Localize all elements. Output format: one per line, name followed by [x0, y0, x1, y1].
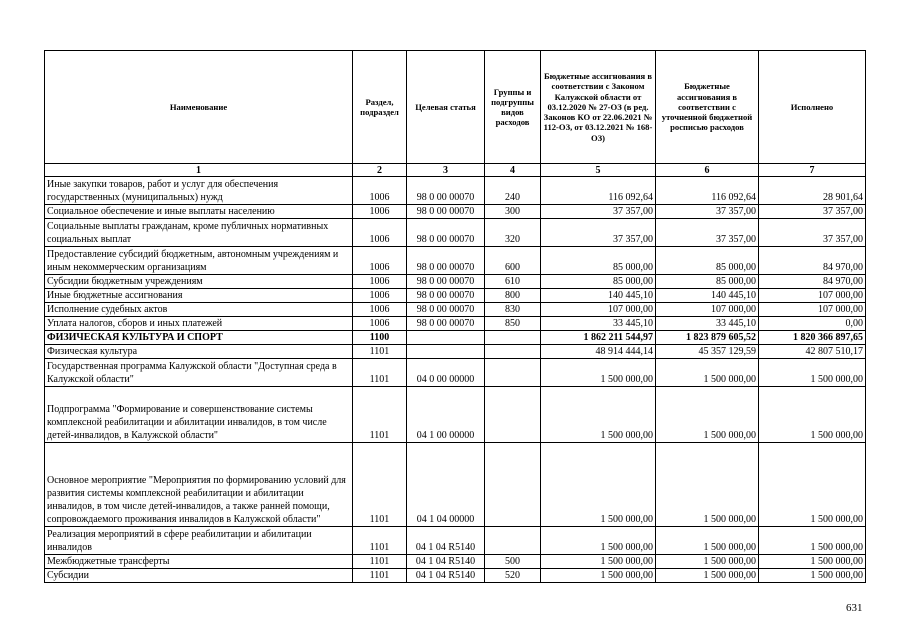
row-law-amount: 1 500 000,00: [541, 359, 656, 387]
row-target: 04 1 00 00000: [407, 387, 485, 443]
row-target: 04 1 04 R5140: [407, 555, 485, 569]
row-name: Уплата налогов, сборов и иных платежей: [45, 317, 353, 331]
row-section: 1006: [353, 289, 407, 303]
table-body: [45, 164, 866, 583]
row-target: 98 0 00 00070: [407, 275, 485, 289]
header-executed: Исполнено: [759, 51, 866, 164]
row-section: 1101: [353, 555, 407, 569]
table-row: [45, 247, 866, 275]
table-row: [45, 177, 866, 205]
row-executed-amount: 1 820 366 897,65: [759, 331, 866, 345]
row-group: 800: [485, 289, 541, 303]
table-row: [45, 555, 866, 569]
row-group: 520: [485, 569, 541, 583]
table-row: [45, 387, 866, 443]
row-law-amount: 1 500 000,00: [541, 527, 656, 555]
row-section: 1101: [353, 359, 407, 387]
row-target: 98 0 00 00070: [407, 177, 485, 205]
row-refined-amount: 140 445,10: [656, 289, 759, 303]
row-group: 850: [485, 317, 541, 331]
row-refined-amount: 116 092,64: [656, 177, 759, 205]
row-section: 1101: [353, 527, 407, 555]
row-executed-amount: 37 357,00: [759, 205, 866, 219]
row-refined-amount: 1 500 000,00: [656, 527, 759, 555]
row-law-amount: 85 000,00: [541, 247, 656, 275]
row-executed-amount: 107 000,00: [759, 289, 866, 303]
row-group: 600: [485, 247, 541, 275]
header-section: Раздел, подраздел: [353, 51, 407, 164]
table-row: [45, 289, 866, 303]
row-executed-amount: 42 807 510,17: [759, 345, 866, 359]
row-section: 1006: [353, 205, 407, 219]
row-group: [485, 345, 541, 359]
row-section: 1006: [353, 303, 407, 317]
row-name: Межбюджетные трансферты: [45, 555, 353, 569]
header-group: Группы и подгруппы видов расходов: [485, 51, 541, 164]
row-target: 98 0 00 00070: [407, 205, 485, 219]
row-executed-amount: 0,00: [759, 317, 866, 331]
row-refined-amount: 37 357,00: [656, 205, 759, 219]
row-name: ФИЗИЧЕСКАЯ КУЛЬТУРА И СПОРТ: [45, 331, 353, 345]
row-refined-amount: 37 357,00: [656, 219, 759, 247]
row-section: 1006: [353, 247, 407, 275]
row-executed-amount: 107 000,00: [759, 303, 866, 317]
row-name: Исполнение судебных актов: [45, 303, 353, 317]
row-section: 1101: [353, 443, 407, 527]
row-target: [407, 345, 485, 359]
row-executed-amount: 1 500 000,00: [759, 443, 866, 527]
row-executed-amount: 1 500 000,00: [759, 359, 866, 387]
column-number: 3: [407, 164, 485, 177]
table-row: [45, 569, 866, 583]
row-law-amount: 1 500 000,00: [541, 555, 656, 569]
table-row: [45, 205, 866, 219]
column-number: 7: [759, 164, 866, 177]
row-name: Субсидии: [45, 569, 353, 583]
row-group: 830: [485, 303, 541, 317]
table-row: [45, 345, 866, 359]
row-group: 240: [485, 177, 541, 205]
row-law-amount: 37 357,00: [541, 219, 656, 247]
row-executed-amount: 1 500 000,00: [759, 555, 866, 569]
row-section: 1101: [353, 345, 407, 359]
row-refined-amount: 85 000,00: [656, 275, 759, 289]
row-name: Основное мероприятие "Мероприятия по формированию условий для развития системы комплексной реабилитации и абилитации инвалидов, в том числе детей-инвалидов, а также ранней помощи, сопровождаемого проживания инвалидов в Калужской области": [45, 443, 353, 527]
row-group: [485, 387, 541, 443]
row-target: 04 1 04 R5140: [407, 569, 485, 583]
row-target: [407, 331, 485, 345]
page-number: 631: [846, 602, 863, 614]
row-law-amount: 1 500 000,00: [541, 387, 656, 443]
row-name: Физическая культура: [45, 345, 353, 359]
header-name: Наименование: [45, 51, 353, 164]
row-name: Подпрограмма "Формирование и совершенствование системы комплексной реабилитации и абилитации инвалидов, в том числе детей-инвалидов, в Калужской области": [45, 387, 353, 443]
row-refined-amount: 1 500 000,00: [656, 569, 759, 583]
row-group: [485, 359, 541, 387]
row-target: 98 0 00 00070: [407, 219, 485, 247]
column-number: 5: [541, 164, 656, 177]
budget-table: [44, 50, 866, 583]
row-name: Государственная программа Калужской области "Доступная среда в Калужской области": [45, 359, 353, 387]
row-section: 1101: [353, 569, 407, 583]
row-group: 500: [485, 555, 541, 569]
table-row: [45, 527, 866, 555]
column-number: 4: [485, 164, 541, 177]
table-row: [45, 317, 866, 331]
row-refined-amount: 33 445,10: [656, 317, 759, 331]
row-law-amount: 1 500 000,00: [541, 569, 656, 583]
row-law-amount: 33 445,10: [541, 317, 656, 331]
table-header: [45, 51, 866, 164]
table-row: [45, 275, 866, 289]
row-refined-amount: 1 500 000,00: [656, 387, 759, 443]
row-section: 1101: [353, 387, 407, 443]
row-refined-amount: 1 500 000,00: [656, 443, 759, 527]
table-row: [45, 443, 866, 527]
row-law-amount: 140 445,10: [541, 289, 656, 303]
row-name: Социальное обеспечение и иные выплаты населению: [45, 205, 353, 219]
table-row: [45, 331, 866, 345]
row-name: Иные закупки товаров, работ и услуг для обеспечения государственных (муниципальных) нужд: [45, 177, 353, 205]
row-target: 04 1 04 00000: [407, 443, 485, 527]
row-target: 98 0 00 00070: [407, 289, 485, 303]
table-row: [45, 359, 866, 387]
row-target: 98 0 00 00070: [407, 317, 485, 331]
row-target: 04 1 04 R5140: [407, 527, 485, 555]
row-name: Предоставление субсидий бюджетным, автономным учреждениям и иным некоммерческим организациям: [45, 247, 353, 275]
row-executed-amount: 1 500 000,00: [759, 569, 866, 583]
header-target: Целевая статья: [407, 51, 485, 164]
table-row: [45, 219, 866, 247]
row-law-amount: 1 862 211 544,97: [541, 331, 656, 345]
row-group: [485, 331, 541, 345]
header-law-assignments: Бюджетные ассигнования в соответствии с Законом Калужской области от 03.12.2020 № 27-ОЗ (в ред. Законов КО от 22.06.2021 № 112-ОЗ, от 03.12.2021 № 168-ОЗ): [541, 51, 656, 164]
row-executed-amount: 37 357,00: [759, 219, 866, 247]
row-name: Социальные выплаты гражданам, кроме публичных нормативных социальных выплат: [45, 219, 353, 247]
row-law-amount: 85 000,00: [541, 275, 656, 289]
row-law-amount: 48 914 444,14: [541, 345, 656, 359]
row-group: 610: [485, 275, 541, 289]
row-group: [485, 443, 541, 527]
row-executed-amount: 28 901,64: [759, 177, 866, 205]
row-law-amount: 1 500 000,00: [541, 443, 656, 527]
row-refined-amount: 85 000,00: [656, 247, 759, 275]
row-section: 1006: [353, 177, 407, 205]
header-refined-assignments: Бюджетные ассигнования в соответствии с уточненной бюджетной росписью расходов: [656, 51, 759, 164]
row-law-amount: 107 000,00: [541, 303, 656, 317]
row-group: 300: [485, 205, 541, 219]
row-executed-amount: 84 970,00: [759, 275, 866, 289]
row-refined-amount: 45 357 129,59: [656, 345, 759, 359]
row-target: 98 0 00 00070: [407, 303, 485, 317]
row-section: 1100: [353, 331, 407, 345]
row-executed-amount: 1 500 000,00: [759, 387, 866, 443]
row-executed-amount: 84 970,00: [759, 247, 866, 275]
column-number: 6: [656, 164, 759, 177]
row-executed-amount: 1 500 000,00: [759, 527, 866, 555]
column-number: 2: [353, 164, 407, 177]
row-section: 1006: [353, 219, 407, 247]
row-refined-amount: 107 000,00: [656, 303, 759, 317]
row-target: 98 0 00 00070: [407, 247, 485, 275]
row-group: 320: [485, 219, 541, 247]
row-name: Субсидии бюджетным учреждениям: [45, 275, 353, 289]
row-refined-amount: 1 500 000,00: [656, 555, 759, 569]
row-section: 1006: [353, 275, 407, 289]
row-refined-amount: 1 823 879 605,52: [656, 331, 759, 345]
row-law-amount: 37 357,00: [541, 205, 656, 219]
column-number: 1: [45, 164, 353, 177]
row-target: 04 0 00 00000: [407, 359, 485, 387]
row-law-amount: 116 092,64: [541, 177, 656, 205]
row-refined-amount: 1 500 000,00: [656, 359, 759, 387]
row-group: [485, 527, 541, 555]
row-name: Иные бюджетные ассигнования: [45, 289, 353, 303]
table-row: [45, 303, 866, 317]
row-section: 1006: [353, 317, 407, 331]
row-name: Реализация мероприятий в сфере реабилитации и абилитации инвалидов: [45, 527, 353, 555]
column-numbers-row: [45, 164, 866, 177]
